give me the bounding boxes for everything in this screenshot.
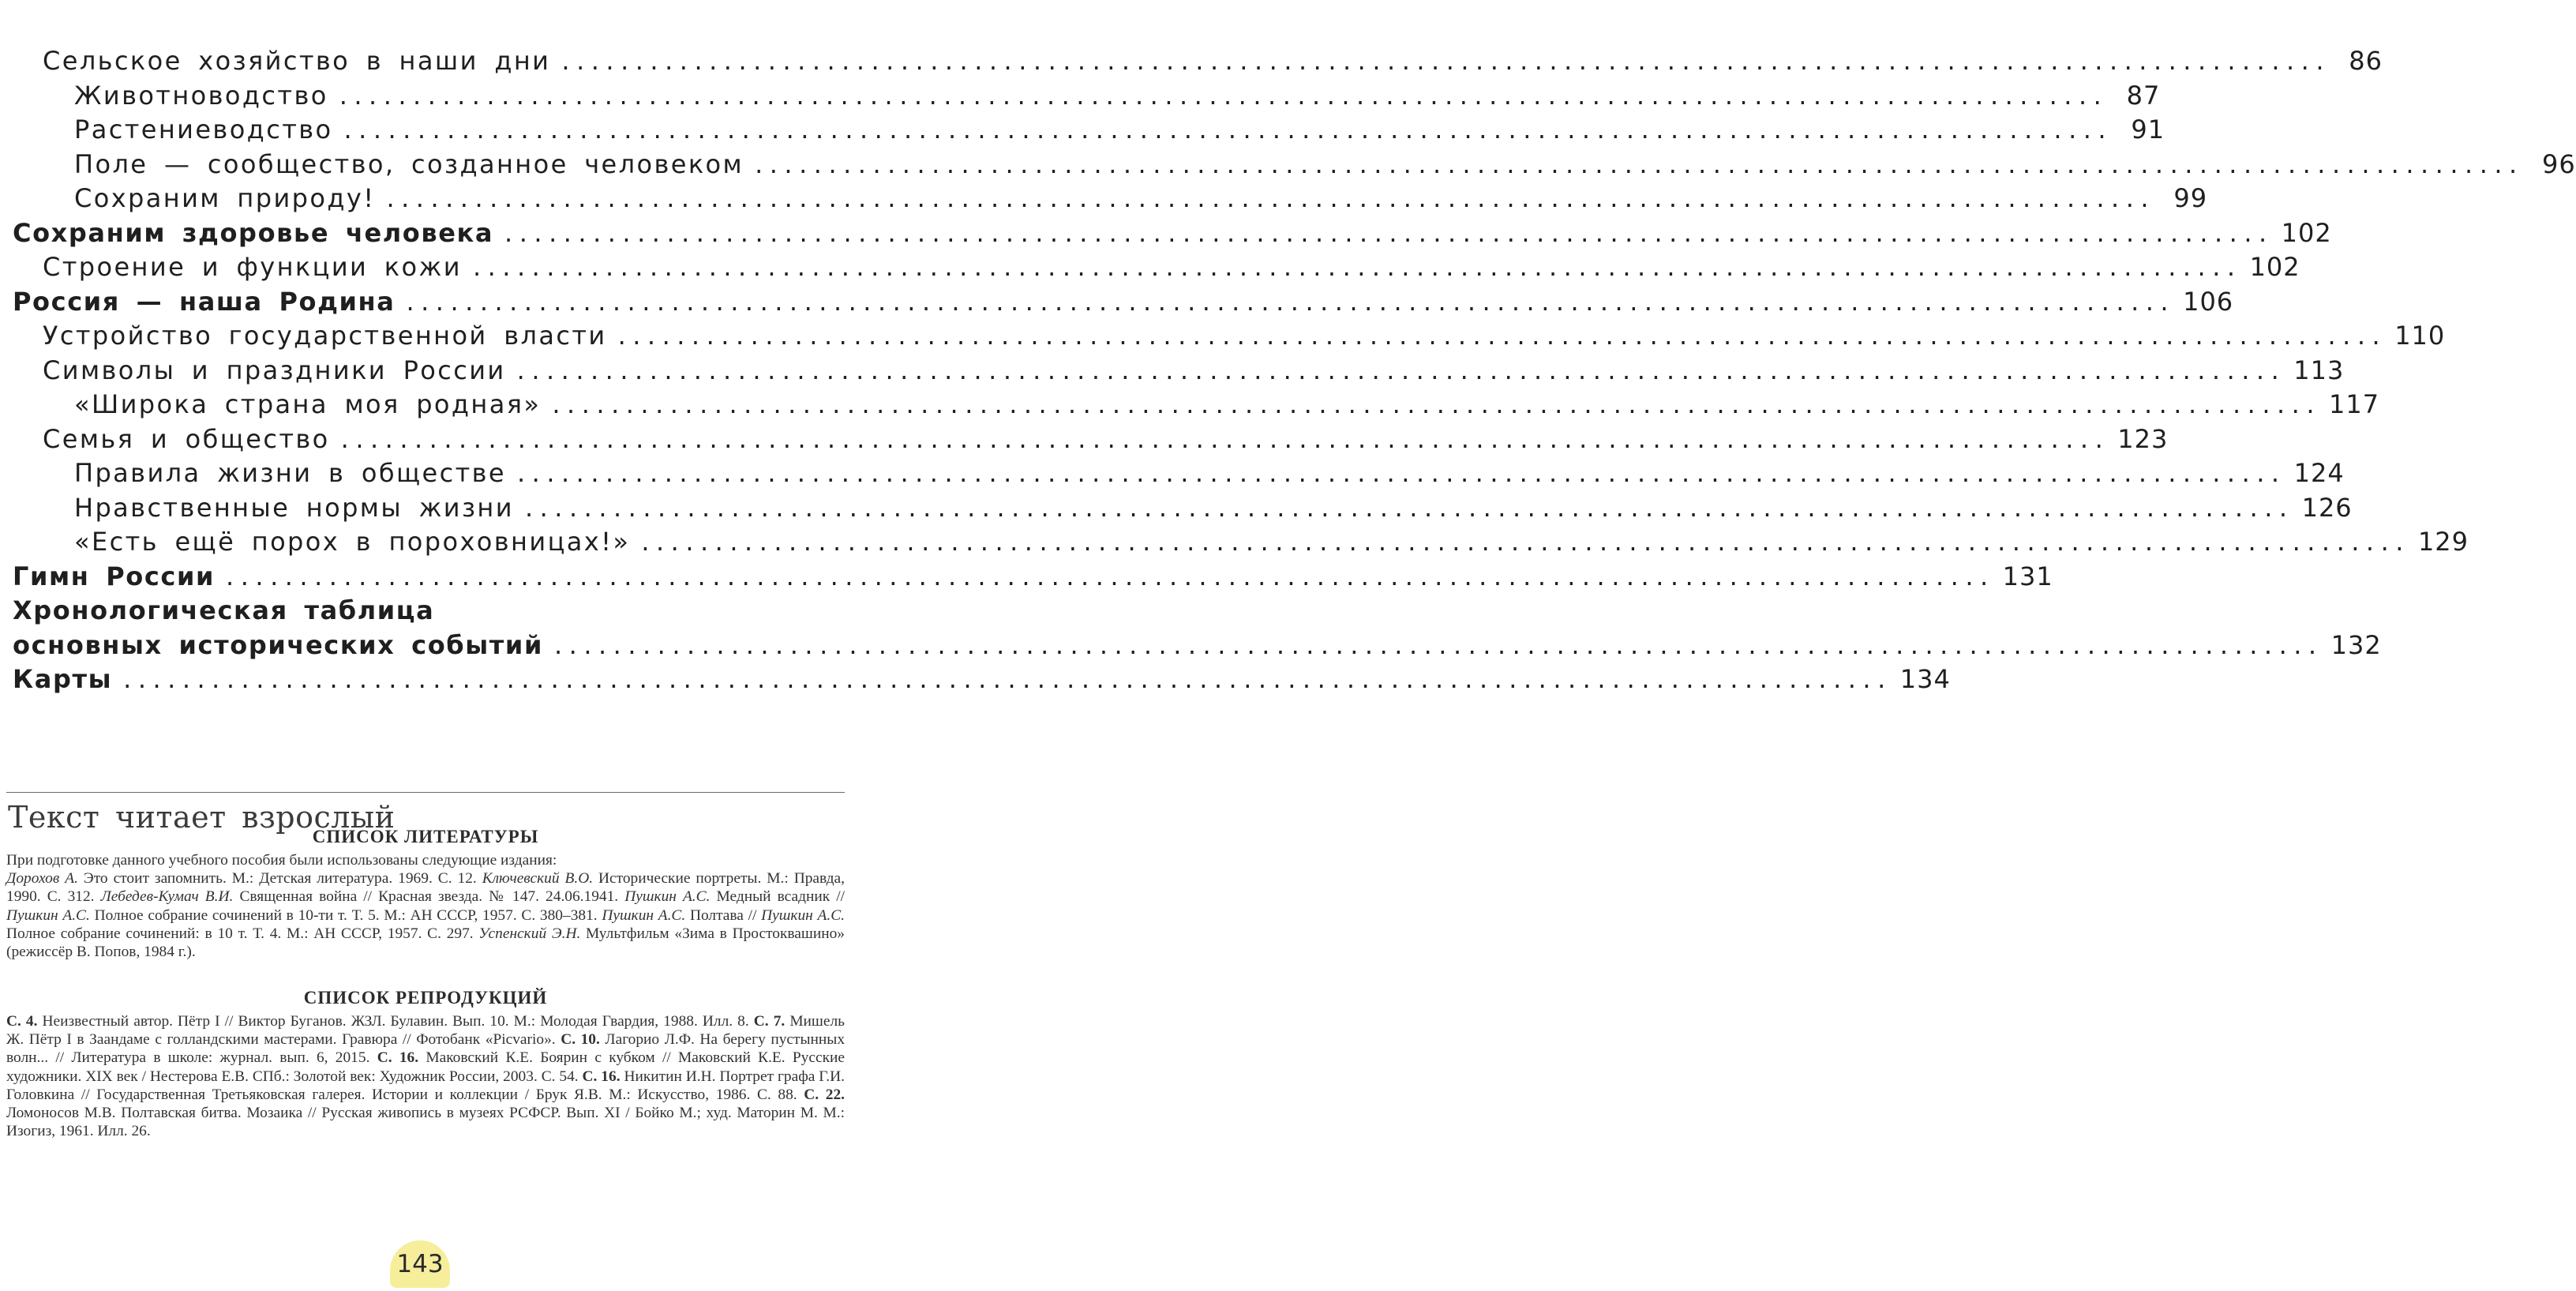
citation-text: Полное собрание сочинений в 10-ти т. Т. 5. М.: АН СССР, 1957. С. 380–381. [89, 906, 602, 924]
adult-reads-heading: Текст читает взрослый [8, 800, 396, 835]
toc-leader-dots: ........................................................................................................................ [472, 252, 2242, 282]
toc-leader-dots: ........................................................................................................................ [406, 286, 2176, 317]
citation-page-ref: С. 10. [561, 1031, 600, 1049]
toc-entry-title: Символы и праздники России [43, 355, 506, 385]
toc-entry-title: «Есть ещё порох в пороховницах!» [74, 527, 631, 557]
toc-entry-title: Растениеводство [74, 114, 333, 144]
citation-text: Полтава // [685, 906, 762, 924]
toc-entry-title: Семья и общество [43, 423, 330, 454]
toc-entry [13, 525, 2469, 560]
toc-entry-page: 110 [2394, 321, 2446, 351]
toc-entry-title: Россия — наша Родина [13, 286, 396, 317]
toc-entry [13, 216, 2332, 251]
toc-entry-title: Поле — сообщество, созданное человеком [74, 148, 744, 179]
citation-text: Неизвестный автор. Пётр I // Виктор Буганов. ЖЗЛ. Булавин. Вып. 10. М.: Молодая Гвардия, 1988. Илл. 8. [37, 1013, 754, 1030]
toc-entry [13, 319, 2446, 354]
toc-leader-dots: ........................................................................................................................ [561, 46, 2331, 76]
toc-leader-dots: ........................................................................................................................ [552, 389, 2321, 419]
table-of-contents [13, 44, 2576, 697]
toc-entry-title: Устройство государственной власти [43, 321, 607, 351]
toc-entry-page: 134 [1899, 664, 1951, 694]
toc-entry-title: Строение и функции кожи [43, 252, 462, 282]
toc-entry-title: основных исторических событий [13, 629, 543, 660]
reproductions-list [6, 1012, 845, 1140]
citation-author: Ключевский В.О. [482, 870, 594, 888]
citation-text: Полное собрание сочинений: в 10 т. Т. 4. М.: АН СССР, 1957. С. 297. [6, 925, 479, 942]
toc-entry [13, 148, 2576, 182]
toc-entry-page: 86 [2349, 46, 2383, 76]
toc-entry-title: Сохраним природу! [74, 183, 376, 213]
toc-leader-dots: ........................................................................................................................ [339, 80, 2109, 111]
toc-entry [13, 44, 2383, 79]
citation-text: Мишель Ж. Пётр I в Заандаме с голландскими мастерами. Гравюра // Фотобанк «Picvario». [6, 1013, 845, 1049]
toc-leader-dots: ........................................................................................................................ [343, 114, 2113, 144]
toc-entry-page: 132 [2330, 629, 2382, 660]
toc-entry [13, 79, 2161, 114]
toc-entry [13, 594, 843, 629]
citation-text: Маковский К.Е. Боярин с кубком // Маковский К.Е. Русские художники. XIX век / Нестерова Е.В. СПб.: Золотой век: Художник России, 2003. С. 54. [6, 1049, 845, 1085]
toc-entry [13, 629, 2382, 663]
toc-leader-dots: ........................................................................................................................ [553, 629, 2323, 660]
citation-author: Пушкин А.С. [761, 906, 845, 924]
citation-author: Лебедев-Кумач В.И. [100, 888, 234, 906]
toc-entry [13, 113, 2165, 148]
citation-text: Исторические портреты. М.: Правда, 1990. С. 312. [6, 870, 845, 906]
citation-text: Лагорио Л.Ф. На берегу пустынных волн... // Литература в школе: журнал. вып. 6, 2015. [6, 1031, 846, 1067]
toc-entry-page: 113 [2293, 355, 2345, 385]
toc-entry [13, 422, 2169, 457]
toc-entry-page: 131 [2002, 561, 2053, 591]
toc-entry-title: «Широка страна моя родная» [74, 389, 542, 419]
citation-author: Успенский Э.Н. [478, 925, 581, 942]
reproductions-title: СПИСОК РЕПРОДУКЦИЙ [303, 988, 548, 1008]
section-divider [6, 792, 845, 793]
citation-text: Священная война // Красная звезда. № 147. 24.06.1941. [233, 888, 625, 906]
toc-entry-title: Сельское хозяйство в наши дни [43, 46, 551, 76]
citation-text: Медный всадник // [710, 888, 845, 906]
toc-leader-dots: ........................................................................................................................ [641, 527, 2410, 557]
toc-entry-title: Правила жизни в обществе [74, 458, 506, 488]
citation-page-ref: С. 4. [6, 1013, 38, 1030]
toc-entry-page: 102 [2281, 217, 2332, 248]
citation-page-ref: С. 16. [377, 1049, 419, 1067]
literature-list [6, 851, 845, 961]
toc-entry [13, 250, 2300, 285]
citation-text: Ломоносов М.В. Полтавская битва. Мозаика // Русская живопись в музеях РСФСР. Вып. XI / Бойко М.; худ. Маторин М. М.: Изогиз, 1961. Илл. 26. [6, 1105, 845, 1140]
toc-leader-dots: ........................................................................................................................ [386, 183, 2156, 213]
citation-text: Это стоит запомнить. М.: Детская литература. 1969. С. 12. [77, 870, 482, 888]
toc-leader-dots: ........................................................................................................................ [516, 355, 2286, 385]
toc-entry-title: Карты [13, 664, 113, 694]
toc-entry [13, 388, 2380, 422]
citation-page-ref: С. 16. [582, 1068, 621, 1085]
toc-entry-page: 96 [2541, 148, 2576, 179]
toc-leader-dots: ........................................................................................................................ [524, 492, 2294, 523]
toc-entry-title: Гимн России [13, 561, 216, 591]
citation-author: Дорохов А. [6, 870, 78, 888]
page-number: 143 [390, 1240, 450, 1288]
toc-entry [13, 456, 2345, 491]
toc-leader-dots: ........................................................................................................................ [755, 148, 2524, 179]
toc-entry-page: 117 [2329, 389, 2380, 419]
citation-text: Мультфильм «Зима в Простоквашино» (режиссёр В. Попов, 1984 г.). [6, 925, 845, 961]
toc-leader-dots: ........................................................................................................................ [340, 423, 2110, 454]
toc-entry [13, 560, 2053, 595]
toc-entry-page: 129 [2417, 527, 2469, 557]
toc-leader-dots: ........................................................................................................................ [123, 664, 1892, 694]
toc-leader-dots: ........................................................................................................................ [516, 458, 2286, 488]
citation-text: Никитин И.Н. Портрет графа Г.И. Головкина // Государственная Третьяковская галерея. Истории и коллекции / Брук Я.В. М.: Искусство, 1986. С. 88. [6, 1068, 845, 1103]
toc-entry-title: Животноводство [74, 80, 328, 111]
toc-entry [13, 491, 2353, 526]
toc-leader-dots: ........................................................................................................................ [617, 321, 2387, 351]
toc-leader-dots: ........................................................................................................................ [226, 561, 1995, 591]
toc-entry-page: 99 [2173, 183, 2208, 213]
literature-intro: При подготовке данного учебного пособия были использованы следующие издания: [6, 852, 557, 869]
toc-entry-page: 123 [2117, 423, 2169, 454]
toc-entry-page: 106 [2183, 286, 2234, 317]
citation-author: Пушкин А.С. [624, 888, 711, 906]
citation-author: Пушкин А.С. [6, 906, 90, 924]
toc-entry-page: 126 [2301, 492, 2353, 523]
toc-entry-title: Хронологическая таблица [13, 595, 435, 625]
toc-entry-page: 87 [2126, 80, 2161, 111]
citation-page-ref: С. 22. [804, 1086, 846, 1103]
citation-page-ref: С. 7. [753, 1013, 786, 1030]
literature-entries [6, 870, 845, 960]
reproductions-entries [6, 1013, 845, 1139]
toc-entry [13, 182, 2208, 216]
toc-entry [13, 662, 1951, 697]
toc-entry-title: Нравственные нормы жизни [74, 492, 514, 523]
toc-entry-page: 91 [2131, 114, 2165, 144]
literature-title: СПИСОК ЛИТЕРАТУРЫ [312, 827, 539, 846]
toc-entry-title: Сохраним здоровье человека [13, 217, 494, 248]
toc-leader-dots: ........................................................................................................................ [504, 217, 2274, 248]
toc-entry-page: 102 [2249, 252, 2300, 282]
toc-entry [13, 354, 2345, 388]
toc-entry [13, 285, 2234, 320]
citation-author: Пушкин А.С. [602, 906, 686, 924]
toc-entry-page: 124 [2293, 458, 2345, 488]
